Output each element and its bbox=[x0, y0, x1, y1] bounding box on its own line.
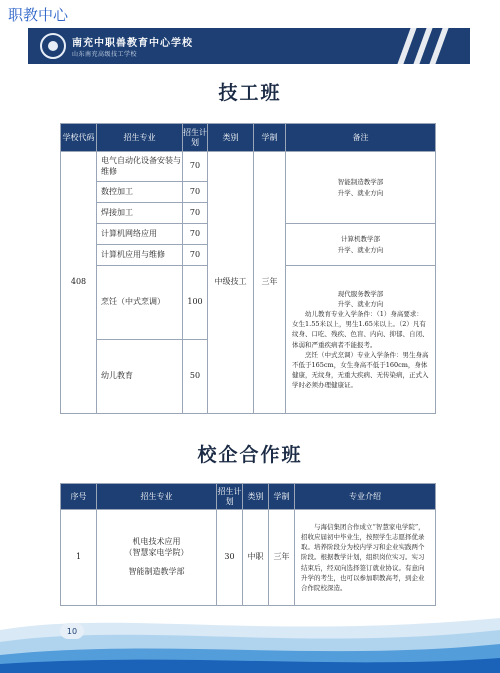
table-header-row bbox=[61, 484, 436, 510]
page-number: 10 bbox=[60, 623, 84, 639]
column-header: 序号 bbox=[61, 484, 97, 510]
duration: 三年 bbox=[254, 152, 286, 414]
tech-class-table bbox=[60, 123, 436, 414]
plan-count: 30 bbox=[217, 510, 243, 606]
column-header: 学制 bbox=[254, 124, 286, 152]
note-dept: 计算机教学部 bbox=[341, 235, 380, 244]
note-dept: 智能制造教学部 bbox=[337, 178, 384, 187]
school-name: 南充中职兽教育中心学校 bbox=[72, 38, 193, 49]
column-header: 专业介绍 bbox=[295, 484, 436, 510]
table-row bbox=[61, 152, 436, 182]
column-header: 学校代码 bbox=[61, 124, 97, 152]
table-row bbox=[61, 510, 436, 606]
major-name: 计算机应用与维修 bbox=[97, 245, 183, 266]
tech-class-title: 技工班 bbox=[218, 82, 282, 104]
note-dept: 现代服务教学部 bbox=[337, 290, 384, 299]
plan-count: 70 bbox=[183, 224, 208, 245]
major-name: 机电技术应用 bbox=[132, 537, 181, 547]
column-header: 学制 bbox=[269, 484, 295, 510]
note-direction: 升学、就业方向 bbox=[337, 300, 384, 309]
major-name: 数控加工 bbox=[97, 182, 183, 203]
column-header: 备注 bbox=[286, 124, 436, 152]
major-name: 电气自动化设备安装与维修 bbox=[97, 152, 183, 182]
school-subtitle: 山东南充高级技工学校 bbox=[72, 51, 138, 58]
plan-count: 70 bbox=[183, 245, 208, 266]
watermark-text: 职教中心 bbox=[8, 6, 69, 24]
major-dept: 智能制造教学部 bbox=[128, 566, 185, 576]
row-index: 1 bbox=[61, 510, 97, 606]
major-name: 幼儿教育 bbox=[97, 340, 183, 414]
note-direction: 升学、就业方向 bbox=[337, 188, 384, 197]
banner-stripe bbox=[413, 28, 432, 64]
plan-count: 100 bbox=[183, 266, 208, 340]
column-header: 招生计划 bbox=[183, 124, 208, 152]
school-logo-icon bbox=[40, 33, 66, 59]
note-requirement: 烹饪（中式烹调）专业入学条件：男生身高不低于165cm，女生身高不低于160cm，身体健康，无纹身，无重大疾病、无传染病，正式入学时必须办理健康证。 bbox=[292, 350, 429, 389]
plan-count: 70 bbox=[183, 152, 208, 182]
table-header-row bbox=[61, 124, 436, 152]
category: 中级技工 bbox=[208, 152, 254, 414]
major-name: 烹饪（中式烹调） bbox=[97, 266, 183, 340]
column-header: 类别 bbox=[208, 124, 254, 152]
column-header: 招生计划 bbox=[217, 484, 243, 510]
coop-class-title: 校企合作班 bbox=[197, 444, 303, 466]
plan-count: 70 bbox=[183, 203, 208, 224]
major-intro: 与海信集团合作成立“智慧家电学院”，招收应届初中毕业生，按照学生志愿择优录取。培养阶段分为校内学习和企业实践两个阶段。根据教学计划，组织岗位实习。实习结束后，经双向选择签订就业协议。有意向升学的考生，也可以参加职教高考，到企业合作院校深造。 bbox=[295, 510, 436, 606]
school-banner bbox=[28, 28, 470, 64]
column-header: 类别 bbox=[243, 484, 269, 510]
column-header: 招生专业 bbox=[97, 484, 217, 510]
duration: 三年 bbox=[269, 510, 295, 606]
major-name: 焊接加工 bbox=[97, 203, 183, 224]
major-college: （智慧家电学院） bbox=[124, 548, 189, 558]
note-requirement: 幼儿教育专业入学条件：（1）身高要求：女生1.55米以上，男生1.65米以上。（2）凡有纹身、口吃、残疾、色盲、内向、抑郁、自闭、体弱和严重疾病者不能报考。 bbox=[292, 310, 429, 349]
major-cell bbox=[97, 510, 217, 606]
category: 中职 bbox=[243, 510, 269, 606]
major-name: 计算机网络应用 bbox=[97, 224, 183, 245]
banner-stripe bbox=[429, 28, 448, 64]
note-modern-service bbox=[286, 266, 436, 414]
column-header: 招生专业 bbox=[97, 124, 183, 152]
note-smart-manufacturing bbox=[286, 152, 436, 224]
plan-count: 50 bbox=[183, 340, 208, 414]
plan-count: 70 bbox=[183, 182, 208, 203]
coop-class-table bbox=[60, 483, 436, 606]
banner-stripe bbox=[397, 28, 416, 64]
note-computer bbox=[286, 224, 436, 266]
note-direction: 升学、就业方向 bbox=[337, 245, 384, 254]
school-code: 408 bbox=[61, 152, 97, 414]
